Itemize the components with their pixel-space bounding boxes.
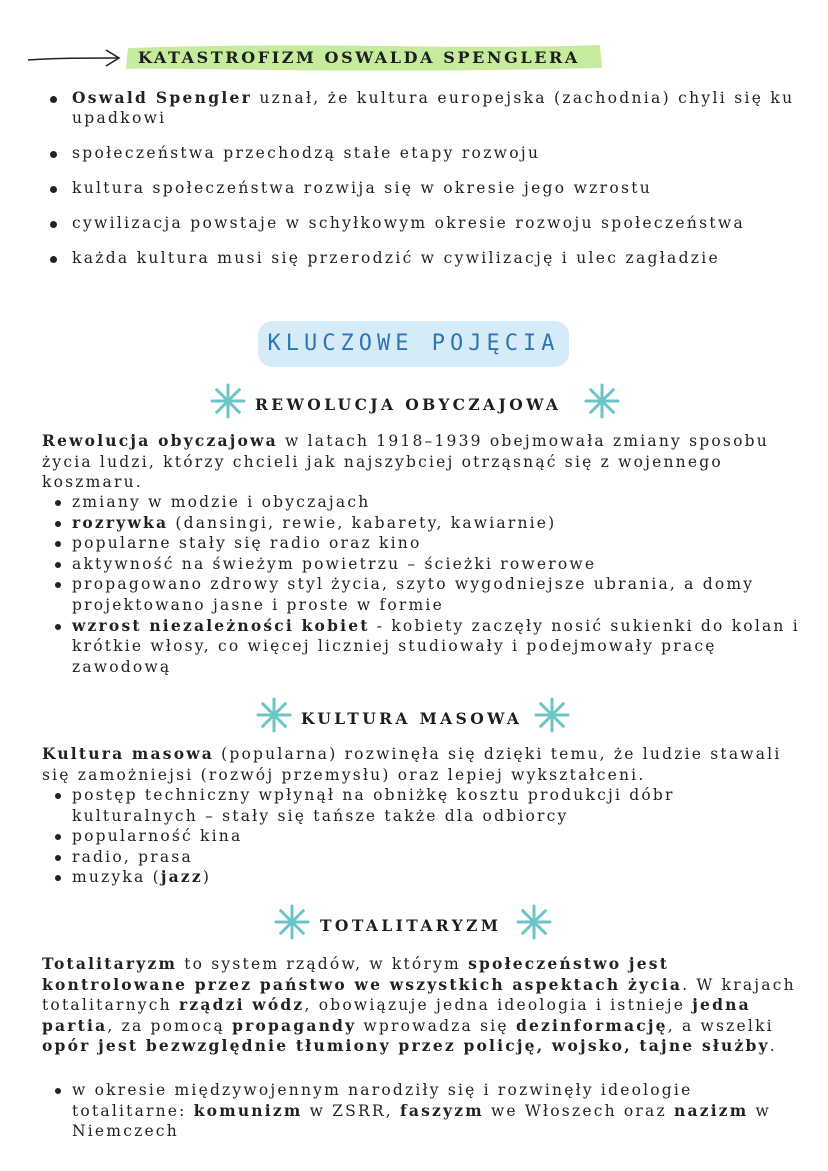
list-item: wzrost niezależności kobiet - kobiety zaczęły nosić sukienki do kolan i krótkie włosy, co więcej liczniej studiowały i podejmowały pracę zawodową (52, 616, 802, 678)
mass-culture-intro: Kultura masowa (popularna) rozwinęła się dzięki temu, że ludzie stawali się zamożniejsi (rozwój przemysłu) oraz lepiej wykształceni. (42, 744, 782, 784)
text: . W krajach totalitarnych (42, 975, 796, 1015)
list-item: kultura społeczeństwa rozwija się w okresie jego wzrostu (46, 178, 806, 198)
asterisk-star-icon (210, 383, 246, 419)
totalitarianism-heading: TOTALITARYZM (0, 904, 828, 944)
bold-text: dezinformację (515, 1015, 668, 1035)
list-item: cywilizacja powstaje w schyłkowym okresie rozwoju społeczeństwa (46, 213, 806, 233)
revolution-heading: REWOLUCJA OBYCZAJOWA (0, 383, 828, 423)
key-concepts-heading: KLUCZOWE POJĘCIA (258, 321, 569, 367)
text: , za pomocą (107, 1016, 233, 1035)
asterisk-star-icon (274, 904, 310, 940)
list-item: muzyka (jazz) (52, 867, 802, 888)
text: w okresie międzywojennym narodziły się i rozwinęły ideologie totalitarne: (72, 1081, 693, 1120)
revolution-list (52, 492, 802, 677)
list-item: propagowano zdrowy styl życia, szyto wygodniejsze ubrania, a domy projektowano jasne i proste w formie (52, 574, 802, 615)
list-item: zmiany w modzie i obyczajach (52, 492, 802, 513)
list-item: Oswald Spengler uznał, że kultura europejska (zachodnia) chyli się ku upadkowi (46, 88, 806, 128)
asterisk-star-icon (534, 697, 570, 733)
text: , obowiązuje jedna ideologia i istnieje (304, 996, 693, 1015)
text: , a wszelki (667, 1016, 774, 1035)
text: . (769, 1037, 777, 1056)
list-item: popularność kina (52, 826, 802, 847)
list-item: postęp techniczny wpłynął na obniżkę kosztu produkcji dóbr kulturalnych – stały się tańsze także dla odbiorcy (52, 785, 802, 826)
asterisk-star-icon (584, 383, 620, 419)
bold-text: społeczeństwo jest kontrolowane przez państwo we wszystkich aspektach życia (42, 954, 683, 994)
bold-text: propagandy (232, 1015, 357, 1035)
text: we Włoszech oraz (483, 1101, 674, 1120)
list-item: aktywność na świeżym powietrzu – ścieżki rowerowe (52, 554, 802, 575)
list-item: społeczeństwa przechodzą stałe etapy rozwoju (46, 143, 806, 163)
list-item: rozrywka (dansingi, rewie, kabarety, kawiarnie) (52, 513, 802, 534)
mass-culture-list (52, 785, 802, 888)
list-item: popularne stały się radio oraz kino (52, 533, 802, 554)
asterisk-star-icon (516, 904, 552, 940)
totalitarianism-list (52, 1080, 802, 1142)
main-title-highlight (124, 42, 604, 72)
text: w Niemczech (72, 1101, 771, 1141)
arrow-right-icon (26, 48, 122, 68)
bold-text: faszyzm (399, 1100, 484, 1120)
bold-text: komunizm (193, 1100, 303, 1120)
revolution-intro: Rewolucja obyczajowa w latach 1918–1939 obejmowała zmiany sposobu życia ludzi, którzy chcieli jak najszybciej otrząsnąć się z wojennego koszmaru. (42, 431, 769, 492)
text: wprowadza się (356, 1016, 516, 1035)
bold-text: rządzi wódz (178, 995, 305, 1015)
list-item: każda kultura musi się przerodzić w cywilizację i ulec zagładzie (46, 248, 806, 268)
mass-culture-heading: KULTURA MASOWA (0, 697, 828, 737)
asterisk-star-icon (256, 697, 292, 733)
bold-text: Totalitaryzm (42, 954, 178, 973)
text: w ZSRR, (302, 1101, 400, 1120)
text: to system rządów, w którym (177, 955, 469, 973)
spengler-list (46, 88, 806, 283)
bold-text: nazizm (673, 1100, 749, 1120)
totalitarianism-paragraph (42, 954, 802, 1057)
bold-text: opór jest bezwzględnie tłumiony przez policję, wojsko, tajne służby (42, 1036, 770, 1056)
bold-text: jedna partia (42, 995, 751, 1035)
main-title: KATASTROFIZM OSWALDA SPENGLERA (138, 48, 580, 67)
list-item: radio, prasa (52, 847, 802, 868)
list-item (52, 1080, 802, 1142)
